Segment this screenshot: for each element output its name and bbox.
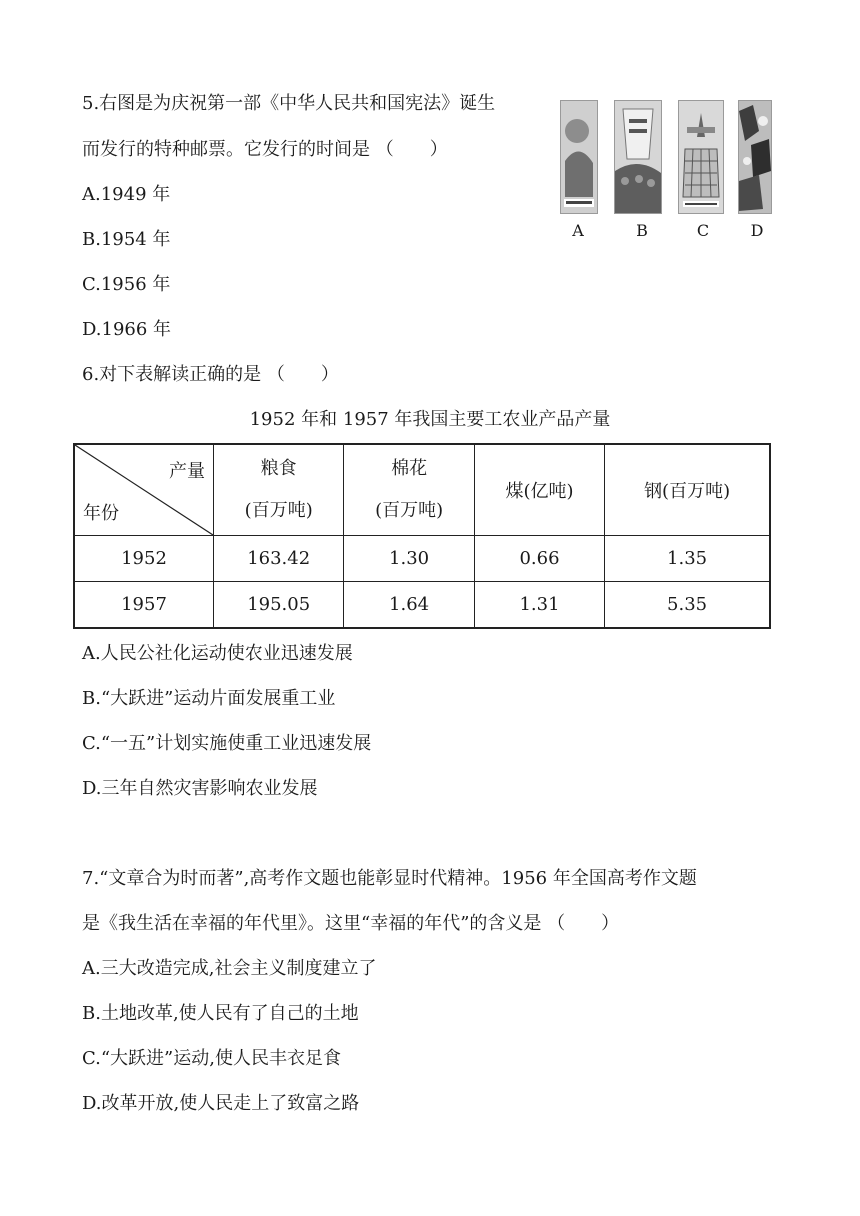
- row-year: 1957: [74, 582, 214, 629]
- header-grain-name: 粮食: [260, 458, 297, 479]
- stamp-d-image: [738, 100, 772, 214]
- header-coal: 煤(亿吨): [474, 444, 604, 536]
- table-row: [74, 536, 770, 582]
- q6-stem: 6.对下表解读正确的是 （ ）: [82, 364, 339, 385]
- corner-label-quantity: 产量: [169, 461, 205, 482]
- q7-option-a: A.三大改造完成,社会主义制度建立了: [82, 958, 377, 979]
- stamp-c-image: [678, 100, 724, 214]
- table-caption: 1952 年和 1957 年我国主要工农业产品产量: [249, 409, 611, 430]
- table-corner-cell: [74, 444, 214, 536]
- header-cotton-unit: (百万吨): [375, 500, 444, 521]
- table-row: [74, 582, 770, 629]
- q5-stem-line1: 5.右图是为庆祝第一部《中华人民共和国宪法》诞生: [82, 93, 496, 114]
- q5-option-c: C.1956 年: [82, 274, 171, 295]
- stamp-label-a: A: [572, 221, 584, 240]
- row-value-steel: 5.35: [605, 582, 770, 629]
- stamp-label-b: B: [636, 221, 648, 240]
- row-value-grain: 195.05: [214, 582, 344, 629]
- row-value-steel: 1.35: [605, 536, 770, 582]
- header-cotton-name: 棉花: [391, 458, 428, 479]
- q7-stem-line2: 是《我生活在幸福的年代里》。这里“幸福的年代”的含义是 （ ）: [82, 913, 620, 934]
- header-grain: [214, 444, 344, 536]
- q7-option-b: B.土地改革,使人民有了自己的土地: [82, 1003, 359, 1024]
- header-grain-unit: (百万吨): [244, 500, 313, 521]
- row-value-cotton: 1.64: [344, 582, 474, 629]
- stamp-label-d: D: [750, 221, 764, 240]
- production-table: [73, 443, 771, 629]
- q6-option-b: B.“大跃进”运动片面发展重工业: [82, 688, 336, 709]
- stamp-set-image: [560, 100, 860, 250]
- header-steel: 钢(百万吨): [605, 444, 770, 536]
- stamp-b-image: [614, 100, 662, 214]
- stamp-a-image: [560, 100, 598, 214]
- header-cotton: [344, 444, 474, 536]
- table-header-row: [74, 444, 770, 536]
- q7-option-d: D.改革开放,使人民走上了致富之路: [82, 1093, 360, 1114]
- q6-option-c: C.“一五”计划实施使重工业迅速发展: [82, 733, 372, 754]
- row-value-grain: 163.42: [214, 536, 344, 582]
- q5-option-b: B.1954 年: [82, 229, 171, 250]
- row-value-cotton: 1.30: [344, 536, 474, 582]
- row-value-coal: 0.66: [474, 536, 604, 582]
- row-value-coal: 1.31: [474, 582, 604, 629]
- q5-stem-line2: 而发行的特种邮票。它发行的时间是 （ ）: [82, 139, 448, 160]
- stamp-label-c: C: [696, 221, 710, 240]
- q7-stem-line1: 7.“文章合为时而著”,高考作文题也能彰显时代精神。1956 年全国高考作文题: [82, 868, 697, 889]
- q5-option-a: A.1949 年: [82, 184, 171, 205]
- corner-label-year: 年份: [83, 503, 119, 524]
- q5-option-d: D.1966 年: [82, 319, 172, 340]
- q6-option-a: A.人民公社化运动使农业迅速发展: [82, 643, 353, 664]
- row-year: 1952: [74, 536, 214, 582]
- q6-option-d: D.三年自然灾害影响农业发展: [82, 778, 318, 799]
- q7-option-c: C.“大跃进”运动,使人民丰衣足食: [82, 1048, 341, 1069]
